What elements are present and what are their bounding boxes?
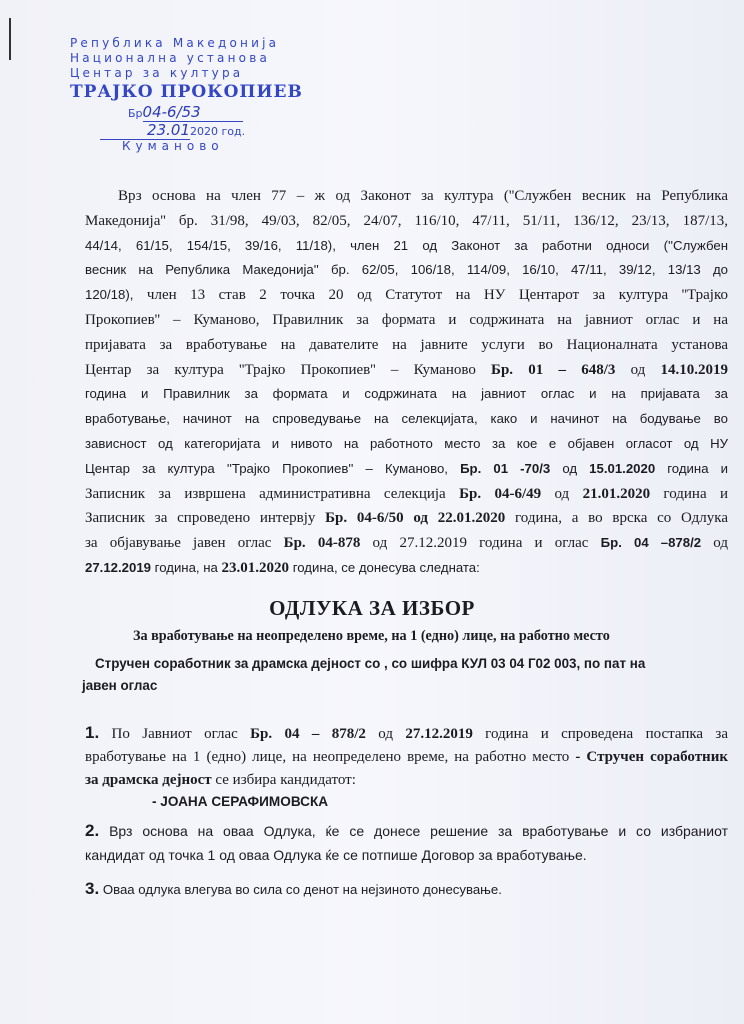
stamp-line: Национална установа	[70, 51, 271, 65]
text-run: година, а во врска со Одлука	[505, 510, 729, 527]
preamble-line	[85, 533, 728, 553]
text-run: од	[550, 460, 590, 476]
text-run: Македонија'' бр. 31/98, 49/03, 82/05, 24/07, 116/10, 47/11, 51/11, 136/12, 23/13, 187/13,	[85, 212, 728, 229]
text-run: Бр. 04-6/50 од 22.01.2020	[325, 510, 506, 527]
text-run: Бр. 01 -70/3	[460, 460, 551, 476]
item-number: 3.	[85, 879, 100, 898]
text-run: 27.12.2019	[405, 726, 473, 742]
text-run: се избира кандидатот:	[211, 772, 356, 788]
preamble-line	[85, 558, 728, 578]
position-line: јавен оглас	[82, 678, 158, 693]
text-run: 27.12.2019	[85, 560, 152, 575]
item-1-line	[85, 770, 728, 790]
item-1-line	[85, 747, 728, 767]
stamp-br-label: Бр	[128, 107, 143, 120]
text-run: од	[615, 361, 661, 378]
text-run: од	[365, 726, 406, 742]
text-run: година и спроведена постапка за	[472, 726, 729, 742]
text-run: пријавата за вработување на давателите на јавните услуги во Националната установа	[85, 336, 728, 353]
preamble-line	[85, 260, 728, 280]
text-run: Врз основа на член 77 – ж од Законот за култура (''Службен весник на Република	[118, 188, 728, 204]
stamp-city: Куманово	[122, 139, 224, 153]
item-2-line: кандидат од точка 1 од оваа Одлука ќе се потпише Договор за вработување.	[85, 847, 587, 863]
text-run: Бр. 04 –878/2	[600, 535, 702, 551]
text-run: Бр. 04-878	[283, 535, 361, 552]
text-run: зависност од категоријата и нивото на работното место за кое е објавен огласот од НУ	[85, 436, 728, 451]
item-2-line	[85, 821, 728, 841]
selected-candidate: - ЈОАНА СЕРАФИМОВСКА	[152, 794, 329, 809]
stamp-line: Центар за култура	[70, 66, 244, 80]
decision-title: ОДЛУКА ЗА ИЗБОР	[269, 596, 475, 620]
stamp-line: Република Македонија	[70, 36, 280, 50]
preamble-line	[85, 508, 728, 528]
text-run: вработување на 1 (едно) лице, на неопределено време, на работно место	[85, 749, 576, 765]
text-run: од	[541, 485, 583, 502]
text-run: година и Правилник за формата и содржината на јавниот оглас и на пријавата за	[85, 386, 728, 402]
text-runs	[99, 726, 728, 741]
text-run: Записник за спроведено интервју	[85, 510, 326, 527]
item-number: 1.	[85, 723, 100, 742]
text-run: Прокопиев'' – Куманово, Правилник за формата и содржината на јавниот оглас и на	[85, 312, 728, 328]
item-1-line	[85, 723, 728, 744]
stamp-date: 23.01	[100, 121, 190, 140]
text-run: од 27.12.2019 година и оглас	[360, 535, 601, 552]
text-run: година, на	[151, 560, 222, 575]
text-run: весник на Република Македонија'' бр. 62/05, 106/18, 114/09, 16/10, 47/11, 39/12, 13/13 до	[85, 262, 728, 278]
text-run: По Јавниот оглас	[99, 726, 251, 742]
text-run: 120/18),	[85, 287, 134, 303]
text-run: Бр. 04-6/49	[459, 485, 542, 502]
text-run: 15.01.2020	[589, 460, 656, 476]
text-run: Записник за извршена административна селекција	[85, 485, 460, 502]
item-2-text: Врз основа на оваа Одлука, ќе се донесе решение за вработување и со избраниот	[99, 823, 728, 839]
preamble-line	[85, 360, 728, 380]
text-run: 44/14, 61/15, 154/15, 39/16, 11/18), член 21 од Законот за работни односи (''Службен	[85, 237, 728, 253]
text-run: година, се донесува следната:	[289, 560, 480, 575]
text-run: од	[701, 535, 729, 552]
text-run: 23.01.2020	[221, 560, 290, 576]
preamble-line	[85, 236, 728, 256]
preamble-line	[85, 459, 728, 479]
preamble-line	[85, 484, 728, 504]
decision-subtitle: За вработување на неопределено време, на 1 (едно) лице, на работно место	[133, 628, 610, 644]
item-number: 2.	[85, 821, 100, 840]
text-run: година и	[650, 485, 729, 502]
stamp-br-number: 04-6/53	[143, 103, 243, 122]
stamp-year: 2020 год.	[190, 125, 246, 138]
preamble-line	[85, 434, 728, 454]
stamp-institution-name: ТРАЈКО ПРОКОПИЕВ	[70, 82, 303, 102]
text-run: Центар за култура ''Трајко Прокопиев'' – Куманово,	[85, 460, 461, 476]
scan-edge-mark	[9, 18, 11, 60]
text-run: година и	[655, 460, 729, 476]
text-run: член 13 став 2 точка 20 од Статутот на НУ Центарот за култура ''Трајко	[133, 287, 728, 304]
position-line: Стручен соработник за драмска дејност со , со шифра КУЛ 03 04 Г02 003, по пат на	[95, 656, 646, 671]
text-run: Бр. 01 – 648/3	[491, 361, 616, 378]
text-run: 14.10.2019	[660, 361, 728, 378]
preamble-line	[85, 310, 728, 330]
item-3-text: Оваа одлука влегува во сила со денот на нејзиното донесување.	[99, 882, 502, 897]
preamble-line	[85, 384, 728, 404]
item-3-line	[85, 879, 728, 900]
text-run: за објавување јавен оглас	[85, 535, 284, 552]
preamble-line	[85, 285, 728, 305]
text-runs	[85, 749, 728, 764]
text-runs	[85, 772, 356, 787]
text-run: 21.01.2020	[582, 485, 651, 502]
text-run: за драмска дејност	[85, 772, 212, 788]
preamble-line	[118, 186, 728, 206]
text-run: вработување, начинот на спроведување на селекцијата, како и начинот на бодување во	[85, 411, 728, 427]
text-run: - Стручен соработник	[575, 749, 728, 765]
preamble-line	[85, 335, 728, 355]
registry-stamp	[70, 36, 310, 154]
preamble-line	[85, 409, 728, 429]
text-run: Бр. 04 – 878/2	[250, 726, 366, 742]
text-run: Центар за култура ''Трајко Прокопиев'' – Куманово	[85, 361, 492, 378]
preamble-line	[85, 211, 728, 231]
